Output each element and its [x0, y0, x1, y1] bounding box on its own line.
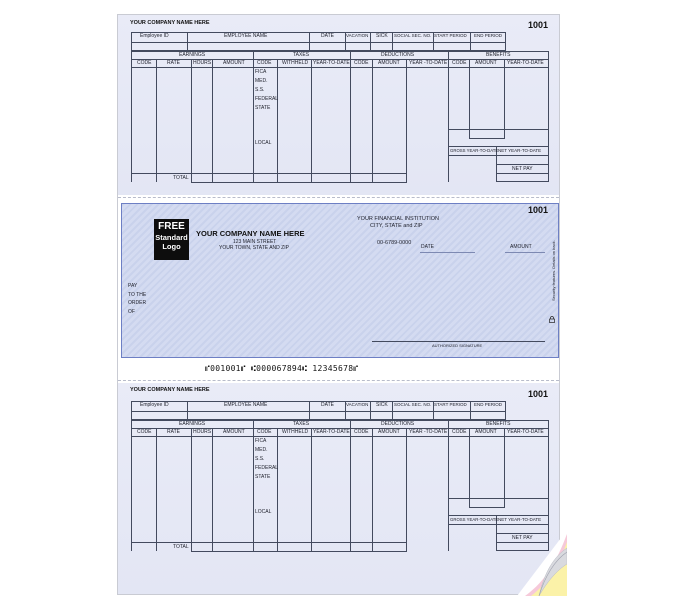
social-sec-label: SOCIAL SEC. NO.: [394, 33, 432, 38]
to-the-label: TO THE: [128, 292, 147, 298]
vacation-label: VACATION: [346, 33, 369, 38]
benefits-header-2: BENEFITS: [486, 421, 511, 427]
tax-code-med-2: MED.: [255, 447, 268, 453]
check-amount-label: AMOUNT: [510, 244, 532, 250]
vacation-label-2: VACATION: [346, 402, 369, 407]
gross-ytd-label-2: GROSS YEAR-TO-DATE: [450, 517, 499, 522]
ben-code-col: CODE: [452, 60, 467, 66]
net-ytd-label-2: NET YEAR-TO-DATE: [498, 517, 542, 522]
authorized-signature-label: AUTHORIZED SIGNATURE: [432, 343, 483, 348]
micr-line: ⑈001001⑈ ⑆000067894⑆ 12345678⑈: [205, 364, 359, 373]
tax-code-state: STATE: [255, 105, 271, 111]
tax-withheld-col: WITHHELD: [282, 60, 309, 66]
taxes-header: TAXES: [293, 52, 310, 58]
bank-city: CITY, STATE and ZIP: [370, 223, 423, 229]
ben-ytd-col: YEAR-TO-DATE: [507, 60, 544, 66]
perforation-line-top: [118, 197, 559, 198]
sick-label: SICK: [376, 33, 388, 39]
deductions-header-2: DEDUCTIONS: [381, 421, 415, 427]
net-pay-label-2: NET PAY: [512, 535, 533, 541]
ded-amount-col: AMOUNT: [378, 60, 400, 66]
employee-name-label: EMPLOYEE NAME: [224, 33, 268, 39]
perforation-line-bottom: [118, 380, 559, 381]
net-ytd-label: NET YEAR-TO-DATE: [498, 148, 542, 153]
ded-code-col-2: CODE: [354, 429, 369, 435]
ben-amount-col: AMOUNT: [475, 60, 497, 66]
tax-withheld-col-2: WITHHELD: [282, 429, 309, 435]
earn-code-col-2: CODE: [137, 429, 152, 435]
check-number: 1001: [528, 205, 549, 215]
bank-name: YOUR FINANCIAL INSTITUTION: [357, 216, 439, 222]
ben-amount-col-2: AMOUNT: [475, 429, 497, 435]
ded-code-col: CODE: [354, 60, 369, 66]
earn-amount-col: AMOUNT: [223, 60, 245, 66]
earn-rate-col: RATE: [167, 60, 180, 66]
company-address-line2: YOUR TOWN, STATE AND ZIP: [219, 245, 289, 251]
total-label-2: TOTAL: [173, 544, 189, 550]
earn-rate-col-2: RATE: [167, 429, 180, 435]
employee-id-label-2: Employee ID: [140, 402, 169, 408]
tax-code-federal-2: FEDERAL: [255, 465, 279, 471]
earnings-header: EARNINGS: [179, 52, 206, 58]
ded-amount-col-2: AMOUNT: [378, 429, 400, 435]
total-label: TOTAL: [173, 175, 189, 181]
end-period-label-2: END PERIOD: [474, 402, 503, 407]
ben-code-col-2: CODE: [452, 429, 467, 435]
earn-amount-col-2: AMOUNT: [223, 429, 245, 435]
security-features-note: Security features. Details on back.: [551, 240, 556, 301]
order-label: ORDER: [128, 300, 147, 306]
tax-code-ss: S.S.: [255, 87, 265, 93]
earn-code-col: CODE: [137, 60, 152, 66]
end-period-label: END PERIOD: [474, 33, 503, 38]
page-curl-copies: [517, 530, 567, 596]
tax-code-col: CODE: [257, 60, 272, 66]
employee-name-label-2: EMPLOYEE NAME: [224, 402, 268, 408]
bottom-stub-company-name: YOUR COMPANY NAME HERE: [130, 387, 210, 393]
logo-line-standard: Standard: [155, 233, 188, 242]
ben-ytd-col-2: YEAR-TO-DATE: [507, 429, 544, 435]
tax-code-fica-2: FICA: [255, 438, 267, 444]
date-label: DATE: [321, 33, 334, 39]
tax-code-med: MED.: [255, 78, 268, 84]
tax-code-col-2: CODE: [257, 429, 272, 435]
logo-line-free: FREE: [158, 221, 185, 232]
start-period-label: START PERIOD: [434, 33, 467, 38]
tax-code-federal: FEDERAL: [255, 96, 279, 102]
bottom-stub-check-number: 1001: [528, 389, 549, 399]
company-address-line1: 123 MAIN STREET: [233, 239, 277, 245]
sick-label-2: SICK: [376, 402, 388, 408]
of-label: OF: [128, 309, 135, 315]
check-company-name: YOUR COMPANY NAME HERE: [196, 229, 305, 238]
logo-line-logo: Logo: [162, 241, 181, 251]
bottom-stub-main-grid: [131, 420, 549, 551]
top-stub-main-grid: [131, 51, 549, 182]
earn-hours-col-2: HOURS: [193, 429, 212, 435]
tax-code-local-2: LOCAL: [255, 509, 272, 515]
taxes-header-2: TAXES: [293, 421, 310, 427]
ded-ytd-col: YEAR -TO-DATE: [409, 60, 448, 66]
employee-id-label: Employee ID: [140, 33, 169, 39]
tax-code-ss-2: S.S.: [255, 456, 265, 462]
tax-code-local: LOCAL: [255, 140, 272, 146]
earn-hours-col: HOURS: [193, 60, 212, 66]
tax-ytd-col-2: YEAR-TO-DATE: [313, 429, 350, 435]
routing-fraction: 00-6789-0000: [377, 240, 412, 246]
free-standard-logo: [154, 219, 189, 260]
date-label-2: DATE: [321, 402, 334, 408]
tax-ytd-col: YEAR-TO-DATE: [313, 60, 350, 66]
ded-ytd-col-2: YEAR -TO-DATE: [409, 429, 448, 435]
deductions-header: DEDUCTIONS: [381, 52, 415, 58]
check-date-label: DATE: [421, 244, 434, 250]
benefits-header: BENEFITS: [486, 52, 511, 58]
gross-ytd-label: GROSS YEAR-TO-DATE: [450, 148, 499, 153]
pay-label: PAY: [128, 283, 138, 289]
social-sec-label-2: SOCIAL SEC. NO.: [394, 402, 432, 407]
top-stub-check-number: 1001: [528, 20, 549, 30]
start-period-label-2: START PERIOD: [434, 402, 467, 407]
top-stub-company-name: YOUR COMPANY NAME HERE: [130, 20, 210, 26]
tax-code-state-2: STATE: [255, 474, 271, 480]
earnings-header-2: EARNINGS: [179, 421, 206, 427]
net-pay-label: NET PAY: [512, 166, 533, 172]
padlock-icon: [549, 310, 555, 317]
tax-code-fica: FICA: [255, 69, 267, 75]
